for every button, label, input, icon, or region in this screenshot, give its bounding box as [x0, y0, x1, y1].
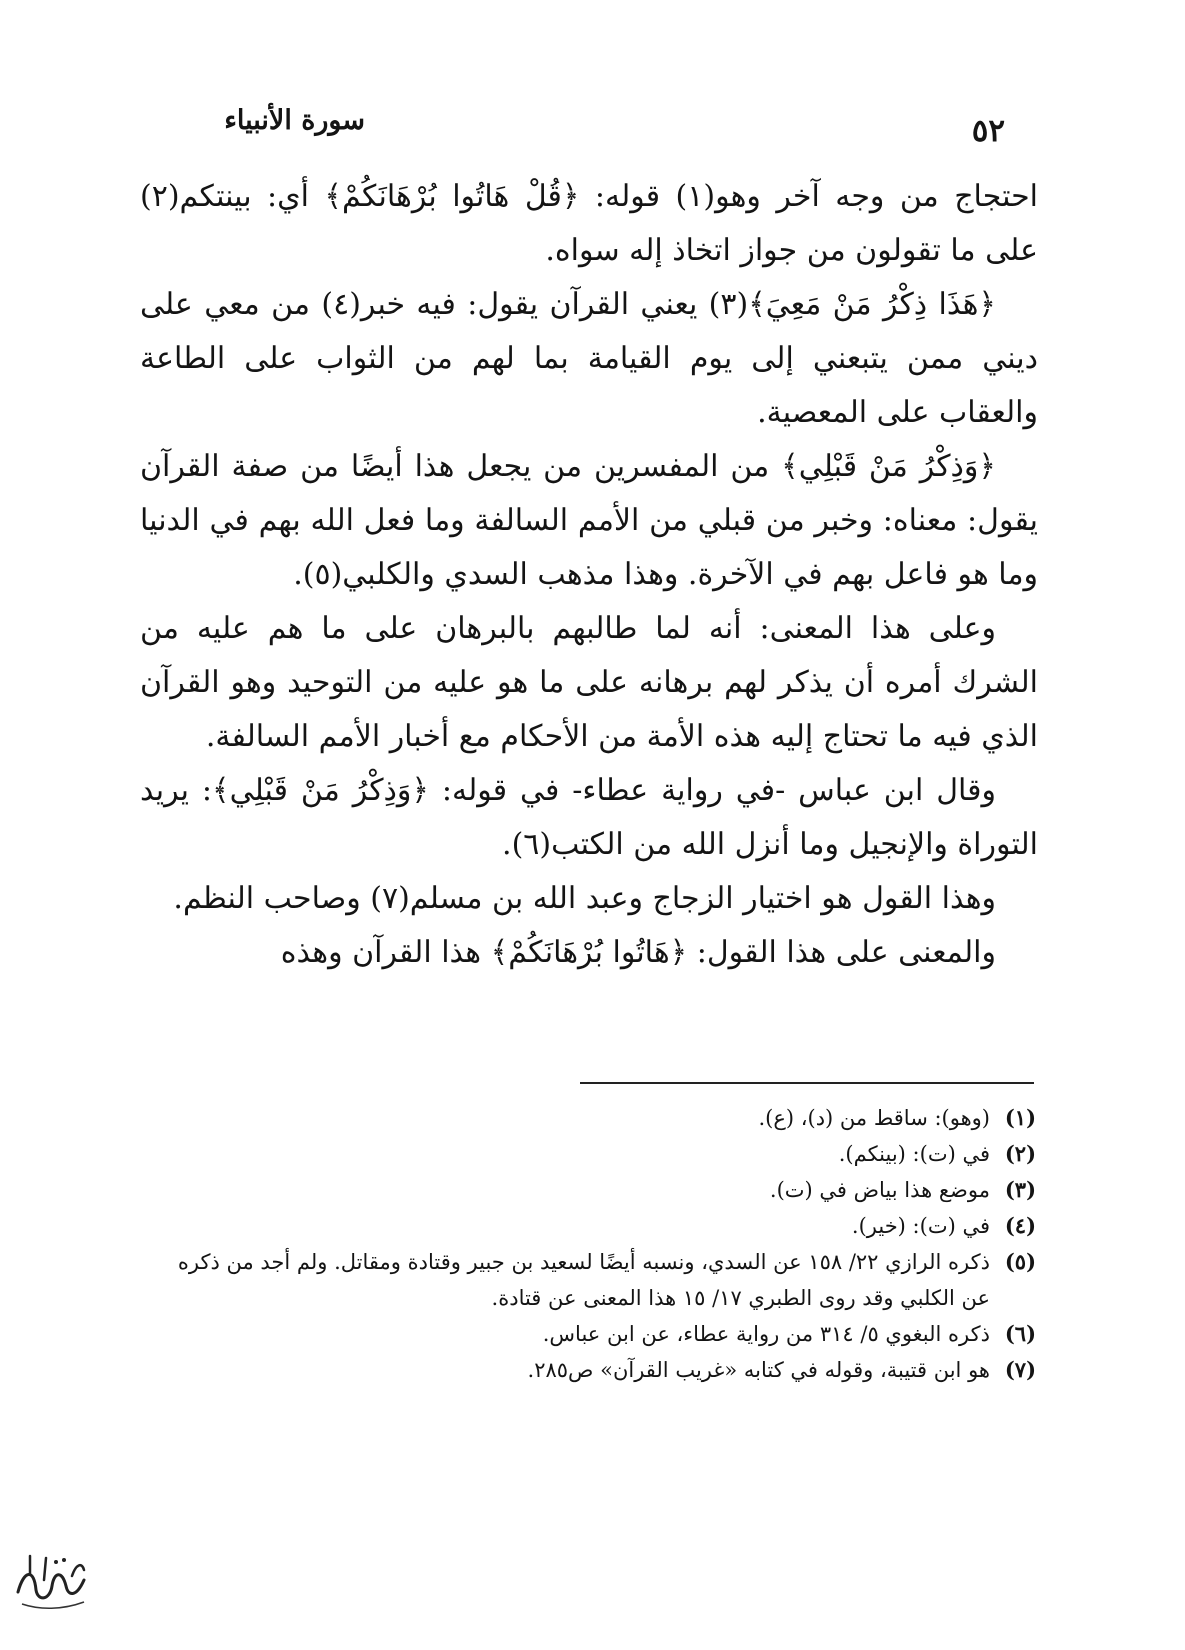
footnote-4 — [150, 1208, 1036, 1244]
footnote-5 — [150, 1244, 1036, 1316]
calligraphy-stamp-icon — [10, 1540, 92, 1618]
footnote-text: موضع هذا بياض في (ت). — [769, 1178, 990, 1202]
footnote-text: في (ت): (خير). — [851, 1214, 990, 1238]
footnotes — [150, 1100, 1036, 1388]
footnote-2 — [150, 1136, 1036, 1172]
paragraph-1: احتجاج من وجه آخر وهو(١) قوله: ﴿قُلْ هَاتُوا بُرْهَانَكُمْ﴾ أي: بينتكم(٢) على ما تقولون من جواز اتخاذ إله سواه. — [140, 179, 1038, 268]
paragraph-6: وهذا القول هو اختيار الزجاج وعبد الله بن مسلم(٧) وصاحب النظم. — [173, 881, 996, 916]
footnote-number: (١) — [1004, 1105, 1036, 1130]
footnote-text: ذكره البغوي ٥/ ٣١٤ من رواية عطاء، عن ابن عباس. — [542, 1322, 990, 1346]
footnote-6 — [150, 1316, 1036, 1352]
surah-title: سورة الأنبياء — [224, 105, 365, 136]
footnote-1 — [150, 1100, 1036, 1136]
footnote-text: في (ت): (بينكم). — [838, 1142, 990, 1166]
paragraph-5: وقال ابن عباس -في رواية عطاء- في قوله: ﴿وَذِكْرُ مَنْ قَبْلِي﴾: يريد التوراة والإنجيل وما أنزل الله من الكتب(٦). — [140, 773, 1038, 862]
paragraph-4: وعلى هذا المعنى: أنه لما طالبهم بالبرهان على ما هم عليه من الشرك أمره أن يذكر لهم برهانه على ما هو عليه من التوحيد وهو القرآن الذي فيه ما تحتاج إليه هذه الأمة من الأحكام مع أخبار الأمم السالفة. — [140, 611, 1038, 754]
paragraph-3: ﴿وَذِكْرُ مَنْ قَبْلِي﴾ من المفسرين من يجعل هذا أيضًا من صفة القرآن يقول: معناه: وخبر من قبلي من الأمم السالفة وما فعل الله بهم في الدنيا وما هو فاعل بهم في الآخرة. وهذا مذهب السدي والكلبي(٥). — [140, 449, 1038, 592]
footnote-text: هو ابن قتيبة، وقوله في كتابه «غريب القرآن» ص٢٨٥. — [527, 1358, 990, 1382]
footnote-number: (٢) — [1004, 1141, 1036, 1166]
main-text — [140, 170, 1038, 980]
footnote-text: ذكره الرازي ٢٢/ ١٥٨ عن السدي، ونسبه أيضًا لسعيد بن جبير وقتادة ومقاتل. ولم أجد من ذكره عن الكلبي وقد روى الطبري ١٧/ ١٥ هذا المعنى عن قتادة. — [177, 1250, 990, 1310]
footnote-text: (وهو): ساقط من (د)، (ع). — [758, 1106, 990, 1130]
paragraph-2: ﴿هَذَا ذِكْرُ مَنْ مَعِيَ﴾(٣) يعني القرآن يقول: فيه خبر(٤) من معي على ديني ممن يتبعني إلى يوم القيامة بما لهم من الثواب على الطاعة والعقاب على المعصية. — [140, 287, 1038, 430]
footnote-3 — [150, 1172, 1036, 1208]
paragraph-7: والمعنى على هذا القول: ﴿هَاتُوا بُرْهَانَكُمْ﴾ هذا القرآن وهذه — [280, 935, 996, 970]
footnote-7 — [150, 1352, 1036, 1388]
footnote-separator — [580, 1082, 1034, 1084]
page-number: ٥٢ — [971, 113, 1005, 149]
footnote-number: (٥) — [1004, 1249, 1036, 1274]
footnote-number: (٦) — [1004, 1321, 1036, 1346]
footnote-number: (٧) — [1004, 1357, 1036, 1382]
footnote-number: (٣) — [1004, 1177, 1036, 1202]
footnote-number: (٤) — [1004, 1213, 1036, 1238]
